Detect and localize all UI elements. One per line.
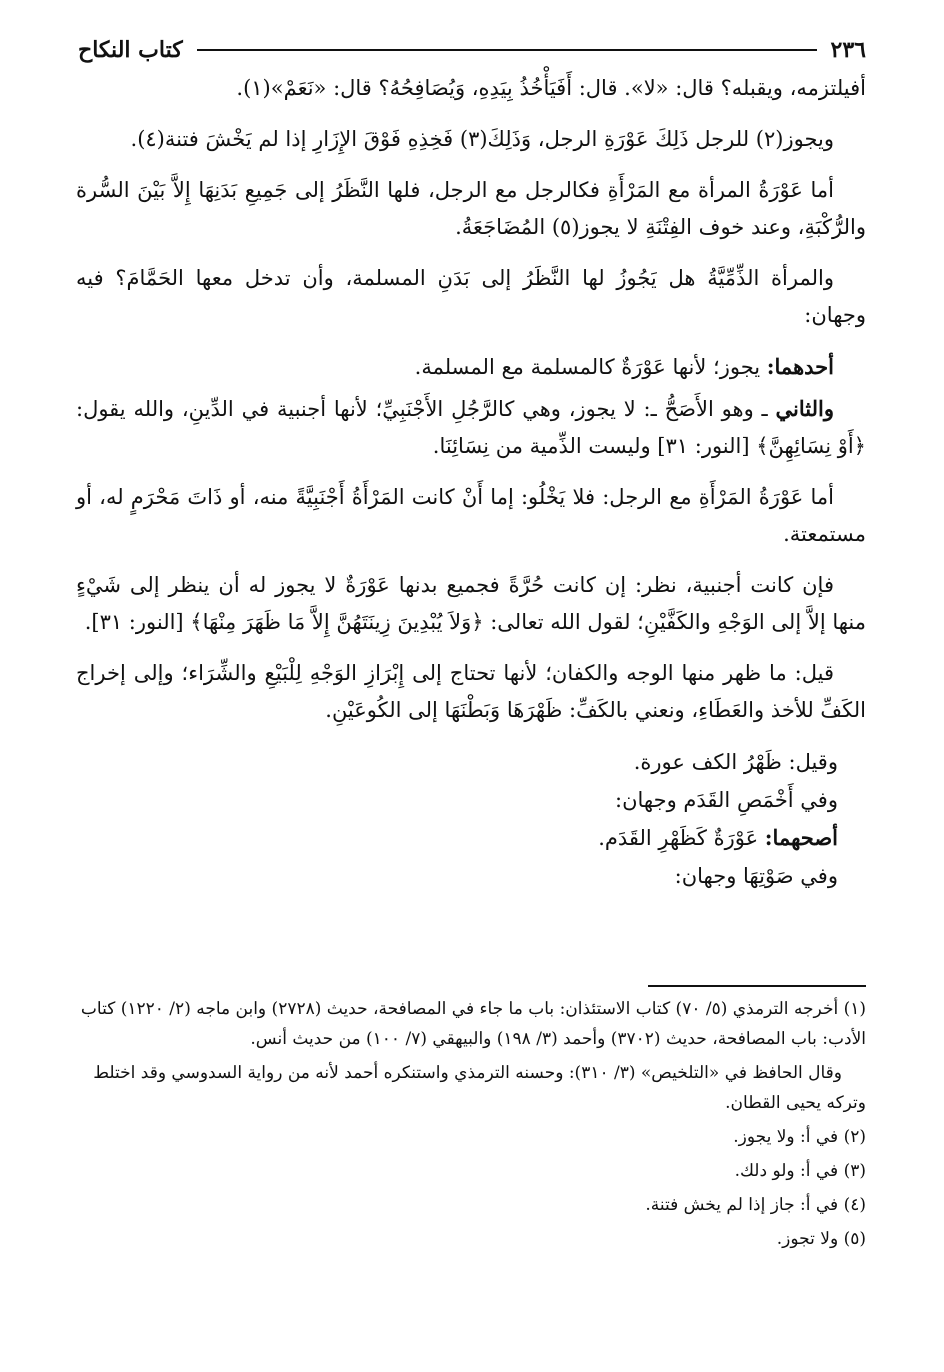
- option-text: ـ وهو الأَصَحُّ ـ: لا يجوز، وهي كالرَّجُلِ الأَجْنَبِيِّ؛ لأنها أجنبية في الدِّينِ، والله يقول: ﴿أَوْ نِسَائِهِنَّ﴾ [النور: ٣١] وليست الذِّمية من نِسَائِنَا.: [76, 397, 866, 458]
- paragraph: أما عَوْرَةُ المرأة مع المَرْأَةِ فكالرجل مع الرجل، فلها النَّظَرُ إلى جَمِيعِ بَدَنِهَا إِلاَّ بَيْنَ السُّرة والرُّكْبَةِ، وعند خوف الفِتْنَةِ لا يجوز(٥) المُضَاجَعَةُ.: [76, 178, 866, 239]
- footnote-continuation: وقال الحافظ في «التلخيص» (٣/ ٣١٠): وحسنه الترمذي واستنكره أحمد لأنه من رواية السدوسي وقد اختلط وتركه يحيى القطان.: [93, 1063, 866, 1113]
- running-header: [78, 32, 866, 68]
- paragraph-option: [76, 390, 866, 465]
- header-rule: [197, 49, 817, 51]
- paragraph-option: [76, 348, 866, 386]
- short-line-text: عَوْرَةٌ كَظَهْرِ القَدَم.: [598, 826, 765, 850]
- footnote: (٥) ولا تجوز.: [776, 1229, 866, 1249]
- short-line: [76, 857, 866, 895]
- footnotes: [76, 994, 866, 1258]
- footnote: (٢) في أ: ولا يجوز.: [733, 1127, 866, 1147]
- paragraph: والمرأة الذِّمِّيَّةُ هل يَجُوزُ لها النَّظَرُ إلى بَدَنِ المسلمة، وأن تدخل معها الحَمَّامَ؟ فيه وجهان:: [76, 266, 866, 327]
- book-title: كتاب النكاح: [78, 37, 183, 63]
- option-lead: أحدهما:: [766, 354, 834, 379]
- footnote: (١) أخرجه الترمذي (٥/ ٧٠) كتاب الاستئذان: باب ما جاء في المصافحة، حديث (٢٧٢٨) وابن ماجه (٢/ ١٢٢٠) كتاب الأدب: باب المصافحة، حديث (٣٧٠٢) وأحمد (٣/ ١٩٨) والبيهقي (٧/ ١٠٠) من حديث أنس.: [80, 999, 866, 1049]
- short-line: [76, 819, 866, 857]
- footnote-separator: [648, 985, 866, 987]
- paragraph: ويجوز(٢) للرجل ذَلِكَ عَوْرَةِ الرجل، وَذَلِكَ(٣) فَخِذِهِ فَوْقَ الإِزَارِ إذا لم يَخْشَ فتنة(٤).: [130, 127, 834, 151]
- short-line-text: وفي أَخْمَصِ القَدَم وجهان:: [615, 788, 838, 812]
- paragraph: أفيلتزمه، ويقبله؟ قال: «لا». قال: أَفَيَأْخُذُ بِيَدِهِ، وَيُصَافِحُهُ؟ قال: «نَعَمْ»(١).: [236, 76, 866, 100]
- paragraph: أما عَوْرَةُ المَرْأَةِ مع الرجل: فلا يَخْلُو: إما أَنْ كانت المَرْأَةُ أَجْنَبِيَّةً منه، أو ذَاتَ مَحْرَمٍ له، أو مستمعتة.: [76, 485, 866, 546]
- short-line-lead: أصحهما:: [764, 825, 838, 850]
- footnote: (٣) في أ: ولو دلك.: [734, 1161, 866, 1181]
- main-text: [76, 70, 866, 895]
- short-line: [76, 743, 866, 781]
- option-text: يجوز؛ لأنها عَوْرَةٌ كالمسلمة مع المسلمة.: [414, 355, 767, 379]
- page-number: ٢٣٦: [830, 37, 866, 63]
- footnote: (٤) في أ: جاز إذا لم يخش فتنة.: [645, 1195, 866, 1215]
- short-line-text: وفي صَوْتِهَا وجهان:: [674, 864, 838, 888]
- option-lead: والثاني: [775, 396, 834, 421]
- paragraph: فإن كانت أجنبية، نظر: إن كانت حُرَّةً فجميع بدنها عَوْرَةٌ لا يجوز له أن ينظر إلى شَيْءٍ منها إلاَّ إلى الوَجْهِ والكَفَّيْنِ؛ لقول الله تعالى: ﴿وَلاَ يُبْدِينَ زِينَتَهُنَّ إِلاَّ مَا ظَهَرَ مِنْهَا﴾ [النور: ٣١].: [76, 573, 866, 634]
- short-line-text: وقيل: ظَهْرُ الكف عورة.: [633, 750, 838, 774]
- paragraph: قيل: ما ظهر منها الوجه والكفان؛ لأنها تحتاج إلى إِبْرَازِ الوَجْهِ لِلْبَيْعِ والشِّرَاء؛ وإلى إخراج الكَفِّ للأخذ والعَطَاءِ، ونعني بالكَفِّ: ظَهْرَهَا وَبَطْنَهَا إلى الكُوعَيْنِ.: [76, 661, 866, 722]
- short-line: [76, 781, 866, 819]
